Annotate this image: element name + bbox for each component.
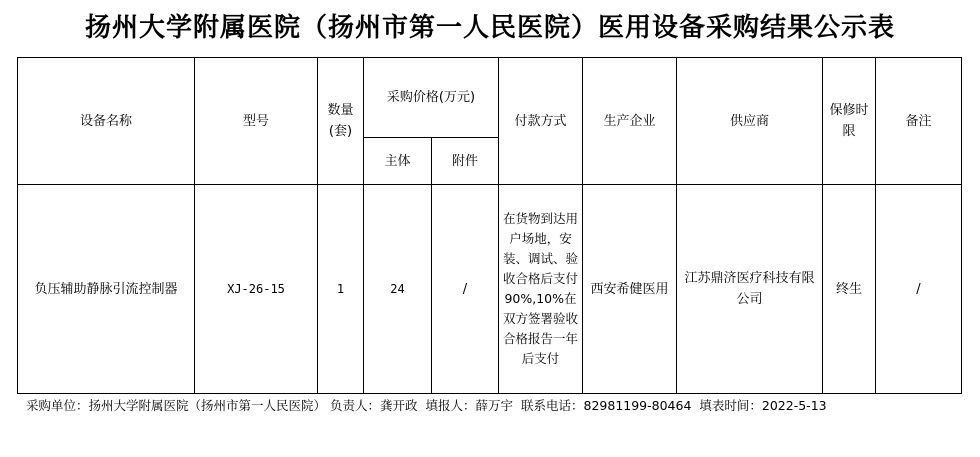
col-header-qty: 数量(套)	[318, 58, 364, 185]
table-row	[18, 185, 962, 394]
footer-unit: 采购单位：扬州大学附属医院（扬州市第一人民医院）	[26, 398, 327, 413]
header-row	[18, 58, 962, 138]
col-header-model: 型号	[195, 58, 318, 185]
cell-model: XJ-26-15	[195, 185, 318, 394]
cell-name: 负压辅助静脉引流控制器	[18, 185, 195, 394]
cell-manufacturer: 西安希健医用	[583, 185, 677, 394]
cell-supplier: 江苏鼎济医疗科技有限公司	[677, 185, 823, 394]
cell-payment: 在货物到达用户场地，安装、调试、验收合格后支付 90%,10%在双方签署验收合格报告一年后支付	[499, 185, 583, 394]
footer	[26, 396, 976, 416]
col-header-price-main: 主体	[364, 138, 432, 185]
page-title: 扬州大学附属医院（扬州市第一人民医院）医用设备采购结果公示表	[84, 13, 895, 43]
col-header-remark: 备注	[876, 58, 962, 185]
col-header-price-group: 采购价格(万元)	[364, 58, 499, 138]
col-header-price-accessory: 附件	[432, 138, 499, 185]
footer-responsible: 负责人：龚开政	[330, 398, 418, 413]
cell-price-main: 24	[364, 185, 432, 394]
footer-date: 填表时间：2022-5-13	[699, 398, 827, 413]
col-header-manufacturer: 生产企业	[583, 58, 677, 185]
procurement-table	[17, 57, 962, 394]
cell-remark: /	[876, 185, 962, 394]
col-header-name: 设备名称	[18, 58, 195, 185]
col-header-payment: 付款方式	[499, 58, 583, 185]
col-header-warranty: 保修时限	[823, 58, 876, 185]
footer-phone: 联系电话：82981199-80464	[521, 398, 692, 413]
cell-qty: 1	[318, 185, 364, 394]
footer-filler: 填报人：薛万宇	[425, 398, 514, 413]
cell-warranty: 终生	[823, 185, 876, 394]
cell-price-accessory: /	[432, 185, 499, 394]
col-header-supplier: 供应商	[677, 58, 823, 185]
